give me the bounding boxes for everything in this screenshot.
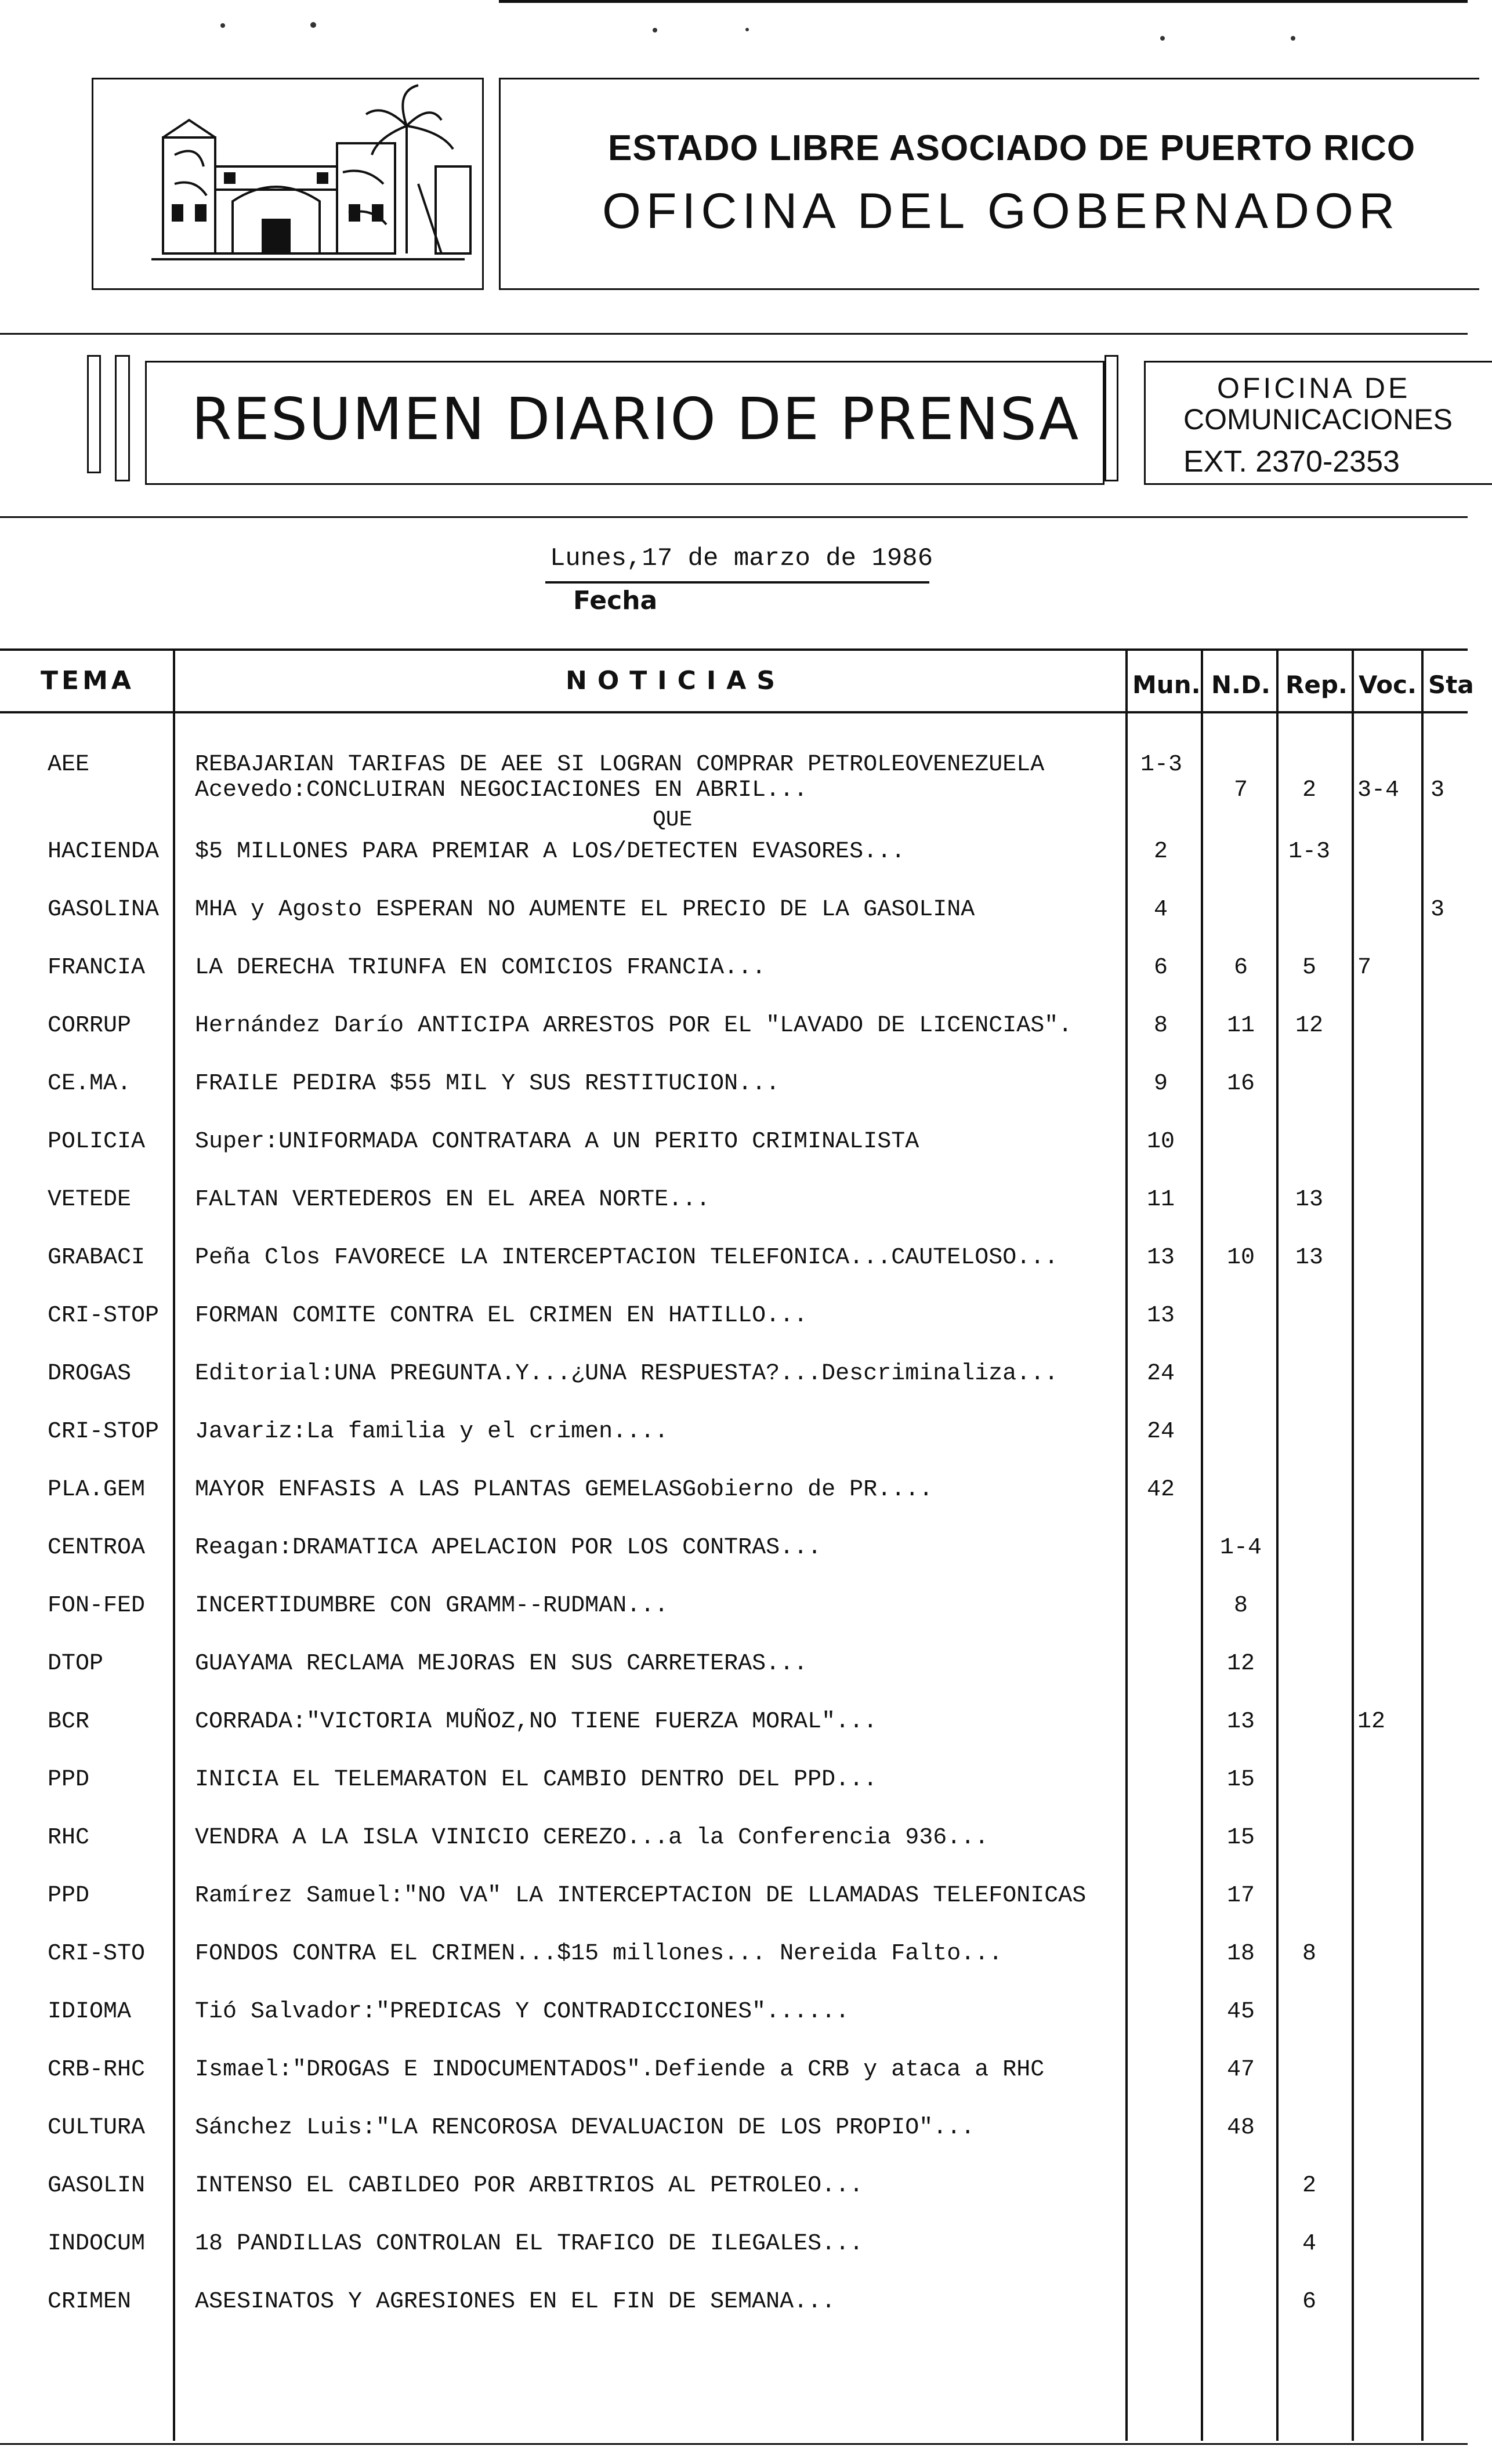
row-4 <box>0 955 1468 990</box>
cell-rep: 4 <box>1302 2231 1316 2257</box>
cell-nd: 7 <box>1233 777 1248 803</box>
cell-voc: 7 <box>1357 955 1372 981</box>
cell-tema: FRANCIA <box>48 955 146 981</box>
date-underline <box>545 581 929 584</box>
cell-tema: IDIOMA <box>48 1999 132 2025</box>
cell-nd: 15 <box>1226 1767 1255 1793</box>
cell-nd: 11 <box>1226 1013 1255 1039</box>
row-22 <box>0 1999 1468 2034</box>
cell-news: Ismael:"DROGAS E INDOCUMENTADOS".Defiende a CRB y ataca a RHC <box>195 2057 1045 2083</box>
row-13 <box>0 1477 1468 1512</box>
cell-rep: 13 <box>1295 1245 1323 1271</box>
row-12 <box>0 1419 1468 1454</box>
report-title: RESUMEN DIARIO DE PRENSA <box>191 385 1080 453</box>
cell-news: LA DERECHA TRIUNFA EN COMICIOS FRANCIA... <box>195 955 766 981</box>
cell-tema: INDOCUM <box>48 2231 146 2257</box>
cell-nd: 1-4 <box>1219 1535 1262 1561</box>
cell-news: FALTAN VERTEDEROS EN EL AREA NORTE... <box>195 1187 711 1213</box>
cell-news: Tió Salvador:"PREDICAS Y CONTRADICCIONES"...... <box>195 1999 850 2025</box>
cell-rep: 1-3 <box>1288 839 1330 865</box>
cell-tema: DTOP <box>48 1651 104 1677</box>
cell-tema: GRABACI <box>48 1245 146 1271</box>
cell-voc: 12 <box>1357 1709 1386 1735</box>
cell-tema: DROGAS <box>48 1361 132 1387</box>
row-2 <box>0 839 1468 874</box>
cell-mun: 11 <box>1146 1187 1175 1213</box>
cell-news: INCERTIDUMBRE CON GRAMM--RUDMAN... <box>195 1593 669 1619</box>
column-header-mun: Mun. <box>1132 671 1201 699</box>
cell-news: Super:UNIFORMADA CONTRATARA A UN PERITO CRIMINALISTA <box>195 1129 919 1155</box>
row-20 <box>0 1883 1468 1918</box>
cell-tema: CRIMEN <box>48 2289 132 2315</box>
fortaleza-illustration <box>93 79 482 288</box>
insertion-note: QUE <box>653 807 693 832</box>
row-21 <box>0 1941 1468 1976</box>
cell-sta: 3 <box>1431 897 1445 923</box>
cell-rep: 8 <box>1302 1941 1316 1967</box>
cell-tema: CRI-STO <box>48 1941 146 1967</box>
cell-nd: 47 <box>1226 2057 1255 2083</box>
cell-nd: 12 <box>1226 1651 1255 1677</box>
state-name: ESTADO LIBRE ASOCIADO DE PUERTO RICO <box>608 128 1416 168</box>
fortaleza-logo-box <box>92 78 484 290</box>
cell-nd: 48 <box>1226 2115 1255 2141</box>
cell-mun: 6 <box>1153 955 1168 981</box>
cell-news: Peña Clos FAVORECE LA INTERCEPTACION TELEFONICA...CAUTELOSO... <box>195 1245 1059 1271</box>
cell-rep: 2 <box>1302 2173 1316 2199</box>
comm-line-1: OFICINA DE <box>1217 372 1411 404</box>
cell-mun: 8 <box>1153 1013 1168 1039</box>
cell-tema: CE.MA. <box>48 1071 132 1097</box>
cell-news: $5 MILLONES PARA PREMIAR A LOS/DETECTEN EVASORES... <box>195 839 906 865</box>
cell-news: REBAJARIAN TARIFAS DE AEE SI LOGRAN COMPRAR PETROLEOVENEZUELA <box>195 752 1045 778</box>
cell-mun: 24 <box>1146 1419 1175 1445</box>
cell-tema: PLA.GEM <box>48 1477 146 1503</box>
cell-tema: PPD <box>48 1767 90 1793</box>
cell-mun: 9 <box>1153 1071 1168 1097</box>
cell-tema: CRI-STOP <box>48 1303 160 1329</box>
cell-nd: 13 <box>1226 1709 1255 1735</box>
cell-tema: GASOLIN <box>48 2173 146 2199</box>
banner-bracket <box>87 355 101 473</box>
cell-rep: 13 <box>1295 1187 1323 1213</box>
cell-nd: 18 <box>1226 1941 1255 1967</box>
cell-news: FONDOS CONTRA EL CRIMEN...$15 millones... Nereida Falto... <box>195 1941 1003 1967</box>
cell-rep: 2 <box>1302 777 1316 803</box>
row-26 <box>0 2231 1468 2266</box>
column-header-rep: Rep. <box>1285 671 1348 699</box>
row-11 <box>0 1361 1468 1396</box>
cell-news: 18 PANDILLAS CONTROLAN EL TRAFICO DE ILEGALES... <box>195 2231 864 2257</box>
cell-news: INTENSO EL CABILDEO POR ARBITRIOS AL PETROLEO... <box>195 2173 864 2199</box>
cell-mun: 24 <box>1146 1361 1175 1387</box>
row-24 <box>0 2115 1468 2150</box>
scan-speck <box>310 22 316 28</box>
row-17 <box>0 1709 1468 1744</box>
banner-bracket <box>115 355 130 481</box>
cell-news: MHA y Agosto ESPERAN NO AUMENTE EL PRECIO DE LA GASOLINA <box>195 897 975 923</box>
cell-tema: CRI-STOP <box>48 1419 160 1445</box>
cell-rep: 6 <box>1302 2289 1316 2315</box>
column-header-nd: N.D. <box>1211 671 1270 699</box>
cell-mun: 2 <box>1153 839 1168 865</box>
cell-news: Acevedo:CONCLUIRAN NEGOCIACIONES EN ABRIL... <box>195 777 808 803</box>
row-6 <box>0 1071 1468 1106</box>
cell-news: Hernández Darío ANTICIPA ARRESTOS POR EL "LAVADO DE LICENCIAS". <box>195 1013 1073 1039</box>
cell-news: Sánchez Luis:"LA RENCOROSA DEVALUACION DE LOS PROPIO"... <box>195 2115 975 2141</box>
banner-rule <box>0 516 1468 518</box>
scan-speck <box>220 23 225 28</box>
cell-tema: BCR <box>48 1709 90 1735</box>
cell-news: ASESINATOS Y AGRESIONES EN EL FIN DE SEMANA... <box>195 2289 836 2315</box>
report-date: Lunes,17 de marzo de 1986 <box>550 544 933 573</box>
office-name: OFICINA DEL GOBERNADOR <box>602 183 1400 239</box>
cell-tema: CENTROA <box>48 1535 146 1561</box>
cell-news: MAYOR ENFASIS A LAS PLANTAS GEMELASGobierno de PR.... <box>195 1477 933 1503</box>
cell-mun: 10 <box>1146 1129 1175 1155</box>
cell-tema: CRB-RHC <box>48 2057 146 2083</box>
cell-tema: FON-FED <box>48 1593 146 1619</box>
cell-tema: HACIENDA <box>48 839 160 865</box>
cell-rep: 12 <box>1295 1013 1323 1039</box>
cell-sta: 3 <box>1431 777 1445 803</box>
column-header-sta: Sta <box>1428 671 1474 699</box>
row-15 <box>0 1593 1468 1628</box>
cell-tema: RHC <box>48 1825 90 1851</box>
cell-tema: AEE <box>48 752 90 778</box>
row-1 <box>0 777 1468 812</box>
comm-line-2: COMUNICACIONES <box>1183 403 1453 436</box>
row-8 <box>0 1187 1468 1222</box>
cell-mun: 13 <box>1146 1303 1175 1329</box>
cell-nd: 16 <box>1226 1071 1255 1097</box>
cell-tema: CULTURA <box>48 2115 146 2141</box>
column-header-tema: TEMA <box>41 666 135 695</box>
cell-news: Javariz:La familia y el crimen.... <box>195 1419 669 1445</box>
scan-speck <box>653 28 657 32</box>
cell-news: INICIA EL TELEMARATON EL CAMBIO DENTRO DEL PPD... <box>195 1767 878 1793</box>
banner-bracket <box>1104 355 1118 481</box>
column-header-noticias: NOTICIAS <box>566 666 786 695</box>
cell-news: FRAILE PEDIRA $55 MIL Y SUS RESTITUCION... <box>195 1071 780 1097</box>
comm-extension: EXT. 2370-2353 <box>1183 445 1400 479</box>
cell-news: Editorial:UNA PREGUNTA.Y...¿UNA RESPUESTA?...Descriminaliza... <box>195 1361 1059 1387</box>
cell-tema: CORRUP <box>48 1013 132 1039</box>
row-23 <box>0 2057 1468 2092</box>
cell-nd: 15 <box>1226 1825 1255 1851</box>
cell-nd: 6 <box>1233 955 1248 981</box>
row-10 <box>0 1303 1468 1338</box>
cell-nd: 10 <box>1226 1245 1255 1271</box>
table-top-rule <box>0 648 1468 651</box>
bottom-rule <box>0 2443 1468 2445</box>
cell-mun: 13 <box>1146 1245 1175 1271</box>
row-19 <box>0 1825 1468 1860</box>
cell-tema: POLICIA <box>48 1129 146 1155</box>
cell-news: FORMAN COMITE CONTRA EL CRIMEN EN HATILLO... <box>195 1303 808 1329</box>
cell-nd: 45 <box>1226 1999 1255 2025</box>
cell-mun: 4 <box>1153 897 1168 923</box>
cell-tema: PPD <box>48 1883 90 1909</box>
top-rule <box>499 0 1468 3</box>
row-3 <box>0 897 1468 932</box>
cell-mun: 42 <box>1146 1477 1175 1503</box>
date-label: Fecha <box>573 586 658 615</box>
row-27 <box>0 2289 1468 2324</box>
row-18 <box>0 1767 1468 1802</box>
cell-news: CORRADA:"VICTORIA MUÑOZ,NO TIENE FUERZA MORAL"... <box>195 1709 878 1735</box>
cell-rep: 5 <box>1302 955 1316 981</box>
cell-news: VENDRA A LA ISLA VINICIO CEREZO...a la Conferencia 936... <box>195 1825 989 1851</box>
cell-news: Reagan:DRAMATICA APELACION POR LOS CONTRAS... <box>195 1535 822 1561</box>
table-header-rule <box>0 711 1468 713</box>
cell-tema: VETEDE <box>48 1187 132 1213</box>
cell-news: Ramírez Samuel:"NO VA" LA INTERCEPTACION DE LLAMADAS TELEFONICAS <box>195 1883 1087 1909</box>
column-header-voc: Voc. <box>1359 671 1417 699</box>
row-16 <box>0 1651 1468 1686</box>
scan-speck <box>1160 36 1165 41</box>
cell-nd: 17 <box>1226 1883 1255 1909</box>
cell-mun: 1-3 <box>1140 752 1183 778</box>
row-5 <box>0 1013 1468 1048</box>
row-9 <box>0 1245 1468 1280</box>
cell-news: GUAYAMA RECLAMA MEJORAS EN SUS CARRETERAS... <box>195 1651 808 1677</box>
scan-speck <box>745 28 749 31</box>
cell-tema: GASOLINA <box>48 897 160 923</box>
scan-speck <box>1291 36 1295 41</box>
row-25 <box>0 2173 1468 2208</box>
row-7 <box>0 1129 1468 1164</box>
header-rule <box>0 333 1468 335</box>
cell-voc: 3-4 <box>1357 777 1400 803</box>
row-14 <box>0 1535 1468 1570</box>
cell-nd: 8 <box>1233 1593 1248 1619</box>
